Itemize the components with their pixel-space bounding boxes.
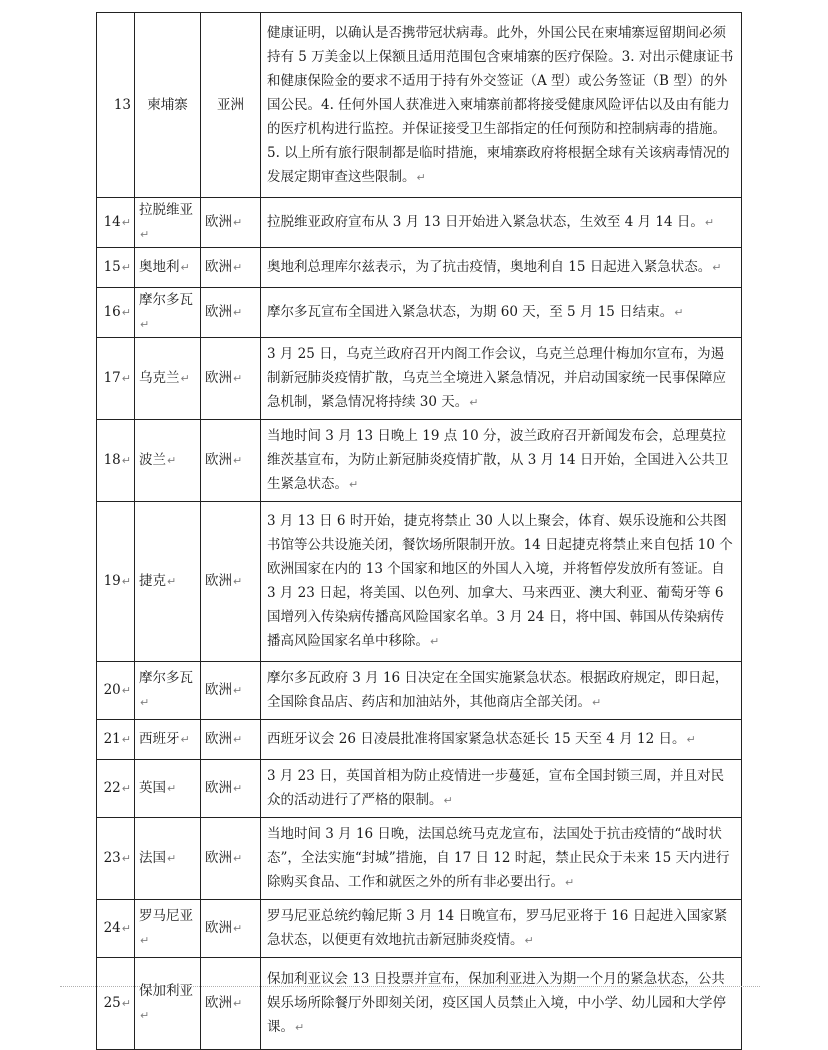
measure-text-cell [261, 720, 742, 760]
row-number-text: 19 [103, 573, 121, 589]
country-text: 保加利亚 [139, 983, 193, 999]
table-row [97, 198, 742, 248]
paragraph-mark-icon: ↵ [140, 1009, 150, 1022]
region-cell [201, 288, 261, 338]
country-text: 西班牙 [139, 731, 180, 747]
emergency-measures-table [96, 12, 742, 1050]
paragraph-mark-icon: ↵ [121, 852, 131, 865]
measure-text-cell [261, 338, 742, 420]
measure-text-text: 罗马尼亚总统约翰尼斯 3 月 14 日晚宣布，罗马尼亚将于 16 日起进入国家紧急状态，以便更有效地抗击新冠肺炎疫情。 [267, 908, 728, 948]
measure-text-cell [261, 420, 742, 502]
table-row [97, 288, 742, 338]
region-text: 欧洲 [205, 920, 232, 936]
measure-text-cell [261, 248, 742, 288]
paragraph-mark-icon: ↵ [167, 575, 177, 588]
region-cell [201, 13, 261, 198]
region-cell [201, 818, 261, 900]
table-row [97, 502, 742, 662]
country-cell [135, 248, 201, 288]
paragraph-mark-icon: ↵ [712, 261, 722, 274]
row-number-cell [97, 288, 135, 338]
country-cell [135, 288, 201, 338]
row-number-text: 20 [103, 682, 121, 698]
region-cell [201, 420, 261, 502]
region-text: 欧洲 [205, 370, 232, 386]
paragraph-mark-icon: ↵ [704, 216, 715, 229]
region-cell [201, 760, 261, 818]
table-row [97, 662, 742, 720]
country-cell [135, 662, 201, 720]
measure-text-text: 当地时间 3 月 16 日晚，法国总统马克龙宣布，法国处于抗击疫情的“战时状态”，全法实施“封城”措施，自 17 日 12 时起，禁止民众于未来 15 天内进行除购买食品、工作和就医之外的所有非必要出行。 [267, 826, 730, 890]
measure-text-text: 摩尔多瓦宣布全国进入紧急状态，为期 60 天，至 5 月 15 日结束。 [267, 304, 674, 320]
paragraph-mark-icon: ↵ [121, 782, 131, 795]
paragraph-mark-icon: ↵ [469, 396, 479, 409]
row-number-text: 25 [103, 995, 121, 1011]
row-number-text: 24 [103, 920, 121, 936]
country-cell [135, 720, 201, 760]
paragraph-mark-icon: ↵ [121, 216, 131, 229]
row-number-cell [97, 818, 135, 900]
measure-text-cell [261, 288, 742, 338]
country-cell [135, 760, 201, 818]
paragraph-mark-icon: ↵ [565, 876, 575, 889]
row-number-cell [97, 502, 135, 662]
paragraph-mark-icon: ↵ [233, 575, 243, 588]
paragraph-mark-icon: ↵ [430, 635, 440, 648]
paragraph-mark-icon: ↵ [140, 696, 150, 709]
region-text: 欧洲 [205, 731, 232, 747]
paragraph-mark-icon: ↵ [524, 934, 534, 947]
paragraph-mark-icon: ↵ [180, 372, 190, 385]
row-number-cell [97, 662, 135, 720]
country-text: 乌克兰 [139, 370, 180, 386]
region-cell [201, 502, 261, 662]
region-text: 亚洲 [217, 97, 244, 113]
measure-text-text: 3 月 25 日，乌克兰政府召开内阁工作会议，乌克兰总理什梅加尔宣布，为遏制新冠肺炎疫情扩散，乌克兰全境进入紧急情况，并启动国家统一民事保障应急机制，紧急情况将持续 30 天。 [267, 346, 726, 410]
paragraph-mark-icon: ↵ [121, 454, 131, 467]
paragraph-mark-icon: ↵ [443, 794, 453, 807]
country-text: 波兰 [139, 452, 166, 468]
row-number-text: 18 [103, 452, 121, 468]
paragraph-mark-icon: ↵ [140, 228, 150, 241]
region-cell [201, 720, 261, 760]
region-text: 欧洲 [205, 259, 232, 275]
row-number-cell [97, 900, 135, 958]
paragraph-mark-icon: ↵ [233, 782, 243, 795]
paragraph-mark-icon: ↵ [167, 852, 177, 865]
country-text: 摩尔多瓦 [139, 670, 193, 686]
row-number-cell [97, 338, 135, 420]
measure-text-text: 摩尔多瓦政府 3 月 16 日决定在全国实施紧急状态。根据政府规定，即日起，全国除食品店、药店和加油站外，其他商店全部关闭。 [267, 670, 729, 710]
table-row [97, 720, 742, 760]
row-number-cell [97, 720, 135, 760]
measure-text-cell [261, 198, 742, 248]
row-number-text: 14 [103, 214, 121, 230]
region-text: 欧洲 [205, 304, 232, 320]
country-text: 罗马尼亚 [139, 908, 193, 924]
paragraph-mark-icon: ↵ [121, 575, 131, 588]
paragraph-mark-icon: ↵ [416, 170, 426, 184]
table-row [97, 958, 742, 1050]
measure-text-cell [261, 502, 742, 662]
region-text: 欧洲 [205, 573, 232, 589]
country-text: 摩尔多瓦 [139, 292, 193, 308]
paragraph-mark-icon: ↵ [233, 454, 243, 467]
paragraph-mark-icon: ↵ [233, 372, 243, 385]
country-cell [135, 338, 201, 420]
region-cell [201, 900, 261, 958]
country-cell [135, 958, 201, 1050]
paragraph-mark-icon: ↵ [233, 922, 243, 935]
paragraph-mark-icon: ↵ [674, 306, 684, 319]
row-number-text: 15 [103, 259, 121, 275]
paragraph-mark-icon: ↵ [121, 997, 131, 1010]
paragraph-mark-icon: ↵ [140, 934, 150, 947]
page-bottom-rule [60, 986, 760, 987]
region-text: 欧洲 [205, 780, 232, 796]
measure-text-text: 西班牙议会 26 日凌晨批准将国家紧急状态延长 15 天至 4 月 12 日。 [267, 731, 686, 747]
row-number-cell [97, 198, 135, 248]
paragraph-mark-icon: ↵ [233, 997, 243, 1010]
paragraph-mark-icon: ↵ [233, 216, 243, 229]
region-cell [201, 338, 261, 420]
country-text: 英国 [139, 780, 166, 796]
table-row [97, 13, 742, 198]
country-cell [135, 198, 201, 248]
region-cell [201, 958, 261, 1050]
table-row [97, 760, 742, 818]
table-row [97, 338, 742, 420]
paragraph-mark-icon: ↵ [140, 318, 150, 331]
paragraph-mark-icon: ↵ [167, 454, 177, 467]
measure-text-cell [261, 900, 742, 958]
paragraph-mark-icon: ↵ [349, 478, 359, 491]
country-cell [135, 502, 201, 662]
country-text: 捷克 [139, 573, 166, 589]
country-cell [135, 900, 201, 958]
row-number-text: 23 [103, 850, 121, 866]
measure-text-cell [261, 958, 742, 1050]
paragraph-mark-icon: ↵ [233, 684, 243, 697]
region-text: 欧洲 [205, 995, 232, 1011]
measure-text-cell [261, 760, 742, 818]
country-cell [135, 13, 201, 198]
paragraph-mark-icon: ↵ [121, 372, 131, 385]
country-text: 拉脱维亚 [139, 202, 193, 218]
paragraph-mark-icon: ↵ [121, 684, 131, 697]
paragraph-mark-icon: ↵ [233, 852, 243, 865]
paragraph-mark-icon: ↵ [233, 306, 243, 319]
measure-text-text: 3 月 13 日 6 时开始，捷克将禁止 30 人以上聚会，体育、娱乐设施和公共图书馆等公共设施关闭，餐饮场所限制开放。14 日起捷克将禁止来自包括 10 个欧洲国家在内的 13 个国家和地区的外国人入境，并将暂停发放所有签证。自 3 月 23 日起，将美国、以色列、加拿大、马来西亚、澳大利亚、葡萄牙等 6 国增列入传染病传播高风险国家名单。3 月 24 日，将中国、韩国从传染病传播高风险国家名单中移除。 [267, 513, 733, 649]
table-row [97, 900, 742, 958]
measure-text-text: 拉脱维亚政府宣布从 3 月 13 日开始进入紧急状态，生效至 4 月 14 日。 [267, 214, 704, 230]
paragraph-mark-icon: ↵ [167, 782, 177, 795]
row-number-cell [97, 248, 135, 288]
region-text: 欧洲 [205, 682, 232, 698]
region-text: 欧洲 [205, 214, 232, 230]
row-number-text: 13 [113, 97, 131, 113]
table-body [97, 13, 742, 1050]
paragraph-mark-icon: ↵ [121, 261, 131, 274]
paragraph-mark-icon: ↵ [592, 696, 602, 709]
measure-text-text: 健康证明，以确认是否携带冠状病毒。此外，外国公民在柬埔寨逗留期间必须持有 5 万美金以上保额且适用范围包含柬埔寨的医疗保险。3. 对出示健康证书和健康保险金的要求不适用于持有外交签证（A 型）或公务签证（B 型）的外国公民。4. 任何外国人获准进入柬埔寨前都将接受健康风险评估以及由有能力的医疗机构进行监控。并保证接受卫生部指定的任何预防和控制病毒的措施。5. 以上所有旅行限制都是临时措施，柬埔寨政府将根据全球有关该病毒情况的发展定期审查这些限制。 [267, 24, 734, 185]
region-cell [201, 198, 261, 248]
paragraph-mark-icon: ↵ [180, 261, 190, 274]
paragraph-mark-icon: ↵ [121, 306, 131, 319]
row-number-text: 16 [103, 304, 121, 320]
measure-text-text: 奥地利总理库尔兹表示，为了抗击疫情，奥地利自 15 日起进入紧急状态。 [267, 259, 712, 275]
paragraph-mark-icon: ↵ [295, 1021, 305, 1034]
row-number-text: 17 [103, 370, 121, 386]
paragraph-mark-icon: ↵ [121, 733, 131, 746]
table-row [97, 248, 742, 288]
paragraph-mark-icon: ↵ [121, 922, 131, 935]
row-number-text: 21 [103, 731, 121, 747]
measure-text-cell [261, 662, 742, 720]
measure-text-text: 当地时间 3 月 13 日晚上 19 点 10 分，波兰政府召开新闻发布会，总理莫拉维茨基宣布，为防止新冠肺炎疫情扩散，从 3 月 14 日开始，全国进入公共卫生紧急状态。 [267, 428, 729, 492]
table-row [97, 818, 742, 900]
row-number-cell [97, 13, 135, 198]
country-text: 法国 [139, 850, 166, 866]
paragraph-mark-icon: ↵ [180, 733, 190, 746]
measure-text-cell [261, 818, 742, 900]
measure-text-text: 3 月 23 日，英国首相为防止疫情进一步蔓延，宣布全国封锁三周，并且对民众的活动进行了严格的限制。 [267, 768, 725, 808]
region-text: 欧洲 [205, 850, 232, 866]
country-cell [135, 420, 201, 502]
country-cell [135, 818, 201, 900]
row-number-cell [97, 760, 135, 818]
row-number-cell [97, 958, 135, 1050]
country-text: 奥地利 [139, 259, 180, 275]
region-cell [201, 662, 261, 720]
paragraph-mark-icon: ↵ [233, 261, 243, 274]
measure-text-text: 保加利亚议会 13 日投票并宣布，保加利亚进入为期一个月的紧急状态，公共娱乐场所除餐厅外即刻关闭，疫区国人员禁止入境，中小学、幼儿园和大学停课。 [267, 971, 726, 1035]
row-number-text: 22 [103, 780, 121, 796]
row-number-cell [97, 420, 135, 502]
table-row [97, 420, 742, 502]
region-text: 欧洲 [205, 452, 232, 468]
document-page [96, 12, 741, 1050]
paragraph-mark-icon: ↵ [686, 733, 696, 746]
paragraph-mark-icon: ↵ [233, 733, 243, 746]
country-text: 柬埔寨 [147, 97, 188, 113]
region-cell [201, 248, 261, 288]
measure-text-cell [261, 13, 742, 198]
